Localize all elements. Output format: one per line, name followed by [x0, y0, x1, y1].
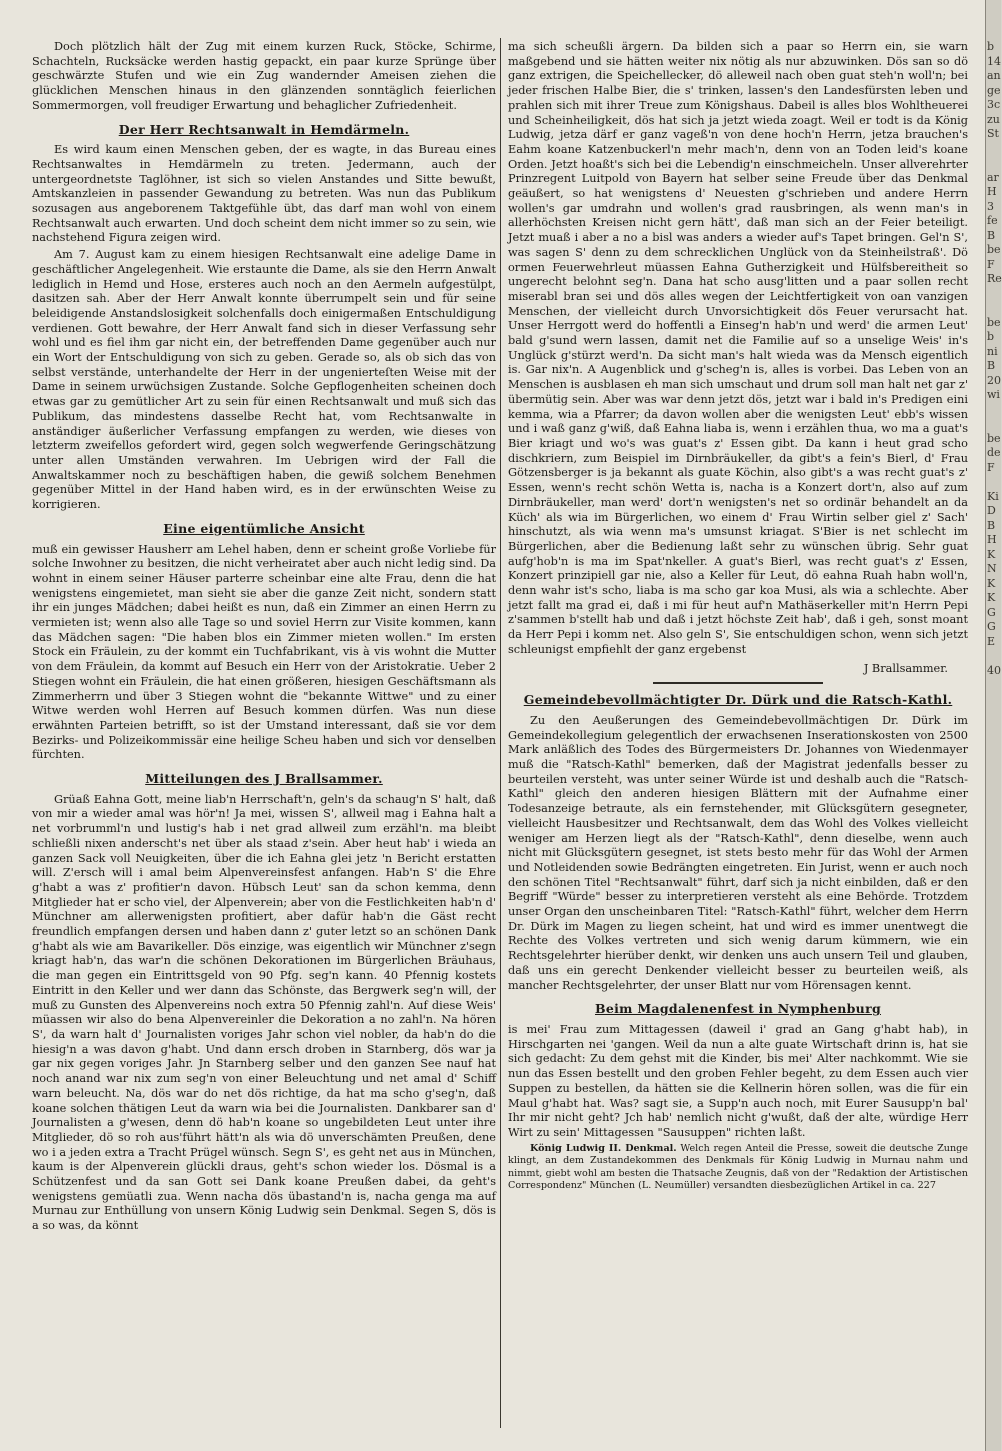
section-separator [653, 682, 823, 684]
notice-paragraph [508, 1143, 968, 1193]
notice-lead: König Ludwig II. Denkmal. [530, 1142, 677, 1154]
edge-fragment: H [987, 185, 997, 198]
article-title-ansicht: Eine eigentümliche Ansicht [163, 520, 365, 536]
edge-fragment: St [987, 127, 999, 140]
article-paragraph: Grüaß Eahna Gott, meine liab'n Herrschaft'n, geln's da schaug'n S' halt, daß von mir a wieder amal was hör'n! Ja mei, wissen S', allweil mag i Eahna halt a net vorbrumml'n und lustig's hab i net grad allweil zum erzähl'n. ma bleibt schließli nixen anderscht's net über als staad z'sein. Aber heut hab' i wieda an ganzen Sack voll Neuigkeiten, über die ich Eahna glei jetz 'n Bericht erstatten will. Z'ersch will i amal beim Alpenvereinsfest anfangen. Hab'n S' die Ehre g'habt a was z' profitier'n davon. Hübsch Leut' san da schon kemma, denn Mitglieder hat er scho viel, der Alpenverein; aber von die Festlichkeiten hab'n d' Münchner am allerwenigsten profitiert, aber dafür hab'n die Gäst recht freundlich empfangen dersen und haben dann z' guter letzt so an schönen Dank g'habt als wie am Bavarikeller. Dös einzige, was eigentlich wir Münchner z'segn kriagt hab'n, das war'n die schönen Dekorationen im Bürgerlichen Bräuhaus, die man gegen ein Eintrittsgeld von 90 Pfg. seg'n kann. 40 Pfennig kostets Eintritt in den Keller und wer dann das Schönste, das Bergwerk seg'n will, der muß zu Gunsten des Alpenvereins noch extra 50 Pfennig zahl'n. Auf diese Weis' müassen wir also do bena Alpenvereinler die Dekoration a no zahl'n. Na hören S', da warn halt d' Journalisten voriges Jahr schon viel nobler, da hab'n do die hiesig'n a was davon g'habt. Und dann ersch droben in Starnberg, dös war ja gar nix gegen voriges Jahr. Jn Starnberg selber und den ganzen See nauf hat noch anand war nix zum seg'n von einer Beleuchtung und net amal d' Schiff warn beleucht. Na, dös war do net dös richtige, da hat ma scho g'seg'n, daß koane solchen thätigen Leut da warn wia bei die Journalisten. Dankbarer san d' Journalisten a g'wesen, denn dö hab'n koane so ungebildeten Leut unter ihre Mitglieder, dö so roh aus'führt hätt'n als wia dö unverschämten Preußen, dene wo i a jeden extra a Tracht Prügel wünsch. Segn S', es geht net aus in München, kaum is der Alpenverein glückli draus, geht's schon wieder los. Dösmal is a Schützenfest und da san Gott sei Dank koane Preußen dabei, da geht's wenigstens gemüatli zua. Wenn nacha dös übastand'n is, nacha genga ma auf Murnau zur Enthüllung von unsern König Ludwig sein Denkmal. Segen S, dös is a so was, da könnt [32, 792, 496, 1233]
edge-fragment: N [987, 562, 997, 575]
edge-fragment: 20 [987, 373, 1001, 387]
notice-text: Welch regen Anteil die Presse, soweit die deutsche Zunge klingt, an dem Zustandekommen des Denkmals für König Ludwig in Murnau nahm und nimmt, giebt wohl am besten die Thatsache Zeugnis, daß von der "Redaktion der Artistischen Correspondenz" München (L. Neumüller) versandten diesbezüglichen Artikel in ca. 227 [508, 1142, 968, 1192]
left-column [32, 40, 496, 1430]
edge-fragment: ar [987, 170, 999, 184]
edge-fragment [987, 649, 1000, 664]
edge-fragment: B [987, 228, 996, 242]
edge-fragment: ge [987, 83, 1001, 97]
edge-fragment: H [987, 533, 997, 546]
edge-fragment [987, 417, 1000, 432]
edge-fragment: b [987, 40, 995, 53]
edge-fragment: wi [987, 388, 1000, 401]
edge-fragment: K [987, 576, 996, 590]
edge-fragment: zu [987, 112, 1000, 126]
edge-fragment: be [987, 243, 1001, 256]
article-paragraph: muß ein gewisser Hausherr am Lehel haben, denn er scheint große Vorliebe für solche Inwohner zu besitzen, die nicht verheiratet aber auch nicht ledig sind. Da wohnt in einem seiner Häuser parterre scheinbar eine alte Frau, denn die hat wenigstens eingemietet, man sieht sie aber die ganze Zeit nicht, sondern statt ihr ein junges Mädchen; dabei heißt es nun, daß ein Zimmer an einen Herrn zu vermieten ist; wenn also alle Tage so und soviel Herrn zur Visite kommen, kann das Mädchen sagen: "Die haben blos ein Zimmer mieten wollen." Im ersten Stock ein Fräulein, zu der kommt ein Tuchfabrikant, vis à vis wohnt die Mutter von dem Fräulein, da kommt auf Besuch ein Herr von der Aristokratie. Ueber 2 Stiegen wohnt ein Fräulein, die hat einen größeren, hiesigen Geschäftsmann als Zimmerherrn und über 3 Stiegen wohnt die "bekannte Wittwe" und zu einer Witwe werden wohl Herren auf Besuch kommen dürfen. Was nun diese erwähnten Parteien betrifft, so ist der Umstand interessant, daß sie vor dem Bezirks- und Polizeikommissär eine heilige Scheu haben und sich vor denselben fürchten. [32, 542, 496, 762]
edge-fragment: de [987, 446, 1001, 459]
edge-fragment: be [987, 431, 1001, 445]
edge-fragment: be [987, 315, 1001, 329]
article-title-ratsch-kathl: Gemeindebevollmächtigter Dr. Dürk und die Ratsch-Kathl. [523, 692, 953, 708]
edge-fragment: K [987, 547, 996, 561]
edge-fragment: B [987, 359, 996, 372]
edge-fragment: D [987, 504, 996, 517]
edge-fragment: G [987, 605, 996, 619]
edge-fragment: E [987, 634, 996, 648]
edge-fragment [987, 475, 1000, 490]
adjacent-page-fragments [987, 40, 1000, 1420]
edge-fragment: fe [987, 214, 998, 227]
edge-fragment: Ki [987, 489, 999, 503]
intro-paragraph: Doch plötzlich hält der Zug mit einem kurzen Ruck, Stöcke, Schirme, Schachteln, Rucksäcke werden hastig gepackt, ein paar kurze Sprünge über geschwärzte Stufen und wie ein Zug wandernder Ameisen ziehen die glücklichen Menschen hinaus in den glänzenden sonntäglich feierlichen Sommermorgen, voll freudiger Erwartung und behaglicher Zufriedenheit. [32, 40, 496, 112]
edge-fragment [987, 301, 1000, 316]
article-paragraph: is mei' Frau zum Mittagessen (daweil i' grad an Gang g'habt hab), in Hirschgarten nei 'gangen. Weil da nun a alte guate Wirtschaft drinn is, hat sie sich gedacht: Zu dem gehst mit die Kinder, bis mei' Alter nachkommt. Wie sie nun das Essen bestellt und den groben Fehler begeht, zu dem Essen auch vier Suppen zu bestellen, da hätten sie die Kellnerin hören sollen, was die für ein Maul g'habt hat. Was? sagt sie, a Supp'n auch noch, mit Eurer Sausupp'n bal' Ihr mir nicht geht? Jch hab' nemlich nicht g'wußt, daß der alte, würdige Herr Wirt zu sein' Mittagessen "Sausuppen" richten laßt. [508, 1023, 968, 1139]
continuation-paragraph: ma sich scheußli ärgern. Da bilden sich a paar so Herrn ein, sie warn maßgebend und sie hätten weiter nix nötig als nur abzuwinken. Dös san so dö ganz extrigen, die Speichellecker, dö alleweil nach oben guat steh'n woll'n; bei jeder frischen Halbe Bier, die s' trinken, lassen's den Landesfürsten leben und prahlen sich mit ihrer Treue zum Königshaus. Dabeil is alles blos Wohltheuerei und Scheinheiligkeit, dös hat sich ja jetzt wieda zoagt. Weil er todt is da König Ludwig, jetza därf er ganz vageß'n von dene hoch'n Herrn, jetza brauchen's Eahm koane Katzenbuckerl'n mehr mach'n, denn von an Toden leid's koane Orden. Jetzt hoaßt's sich bei die Lebendig'n einschmeicheln. Unser allverehrter Prinzregent Luitpold von Bayern hat selber seine Freude über das Denkmal geäußert, so hat wenigstens d' Neuesten g'schrieben und andere Herrn wollen's gar umdrahn und wollen's grad rausbringen, als wenn man's in allerhöchsten Kreisen nicht gern hätt', daß man sich an der Feier beteiligt. Jetzt muaß i aber a no a bisl was anders a wieder auf's Tapet bringen. Gel'n S', was sagen S' denn zu dem schrecklichen Unglück von da Steinheilstraß'. Dö ormen Feuerwehrleut müassen Eahna Gutherzigkeit und Hülfsbereitheit so ungerecht belohnt seg'n. Dana hat scho ausg'litten und a paar sollen recht miserabl bran sei und dös alles wegen der Leichtfertigkeit von oan vanzigen Menschen, der vielleicht durch Unvorsichtigkeit dös Feuer verursacht hat. Unser Herrgott werd do hoffentli a Einseg'n hab'n und werd' die armen Leut' bald g'sund wern lassen, damit net die Familie auf so a unselige Weis' in's Unglück g'stürzt werd'n. Da sicht man's halt wieda was da Mensch eigentlich is. Gar nix'n. A Augenblick und g'scheg'n is, alles is vorbei. Das Leben von an Menschen is ausblasen eh man sich umschaut und drum soll man halt net gar z' übermütig sein. Aber was war denn jetzt dös, jetzt war i bald in's Predigen eini kemma, wia a Pfarrer; da davon wollen aber die wenigsten Leut' ebb's wissen und i waß ganz g'wiß, daß Eahna liaba is, wenn i erzählen thua, wo ma a guat's Bier kriagt und wo's was guat's z' Essen gibt. Da kann i heut grad scho dischkriern, zum Beispiel im Dirnbräukeller, da gibt's a fein's Bierl, d' Frau Götzensberger is ja bekannt als guate Köchin, also gibt's a was recht guat's z' Essen, wenn's recht schön Wetta is, nacha is a Konzert dort'n, also auf zum Dirnbräukeller, man werd' dort'n wenigsten's net so ordinär behandelt an da Küch' als wia im Bürgerlichen, wo einem d' Frau Wirtin selber giel z' Sach' hinschutzt, als wia wenn ma's umsunst kriagat. S'Bier is net schlecht im Bürgerlichen, aber die Bedienung laßt sehr zu wünschen übrig. Sehr guat aufg'hob'n is ma im Spat'nkeller. A guat's Bierl, was recht guat's z' Essen, Konzert prinzipiell gar nie, also a Keller für Leut, dö eahna Ruah habn woll'n, denn wahr ist's scho, liaba is ma scho gar koa Musi, als wia a schlechte. Aber jetzt fallt ma grad ei, daß i mi für heut auf'n Mathäserkeller mit'n Herrn Pepi z'sammen b'stellt hab und daß i jetzt höchste Zeit hab', daß i geh, sonst moant da Herr Pepi i komm net. Also geln S', Sie entschuldigen schon, wenn sich jetzt schleunigst empfiehlt der ganz ergebenst [508, 40, 968, 656]
article-paragraph: Am 7. August kam zu einem hiesigen Rechtsanwalt eine adelige Dame in geschäftlicher Angelegenheit. Wie erstaunte die Dame, als sie den Herrn Anwalt lediglich in Hemd und Hose, ersteres auch noch an den Aermeln aufgestülpt, dasitzen sah. Aber der Herr Anwalt konnte überrumpelt sein und für seine beleidigende Anstandslosigkeit solchenfalls doch einigermaßen Entschuldigung verdienen. Gott bewahre, der Herr Anwalt fand sich in dieser Verfassung sehr wohl und es fiel ihm gar nicht ein, der betreffenden Dame gegenüber auch nur ein Wort der Entschuldigung von sich zu geben. Gerade so, als ob sich das von selbst verstände, unterhandelte der Herr in der ungenierteſten Weise mit der Dame in seinem urwüchsigen Zustande. Solche Gepflogenheiten scheinen doch etwas gar zu gemütlicher Art zu sein für einen Rechtsanwalt und muß sich das Publikum, das mindestens dasselbe Recht hat, vom Rechtsanwalte in anständiger äußerlicher Verfassung empfangen zu werden, wie dieses von letzterm zweifellos gefordert wird, gegen solch wegwerfende Geringschätzung unter allen Umständen verwahren. Im Uebrigen wird der Fall die Anwaltskammer noch zu beschäftigen haben, die gewiß solchem Benehmen gegenüber Mittel in der Hand haben wird, es in der erwünschten Weise zu korrigieren. [32, 248, 496, 512]
edge-fragment: b [987, 330, 995, 343]
edge-fragment: 3c [987, 98, 1001, 111]
edge-fragment: 14 [987, 54, 1001, 68]
author-signature: J Brallsammer. [863, 661, 948, 675]
article-title-mitteilungen: Mitteilungen des J Brallsammer. [145, 771, 383, 787]
edge-fragment: 3 [987, 199, 994, 213]
edge-fragment: F [987, 257, 995, 271]
edge-fragment: K [987, 591, 996, 604]
edge-fragment: an [987, 69, 1001, 82]
edge-fragment: F [987, 460, 995, 474]
edge-fragment: Re [987, 272, 1002, 285]
edge-fragment [987, 287, 1000, 302]
column-divider [500, 38, 501, 1428]
edge-fragment [987, 403, 1000, 418]
right-column [508, 40, 968, 1420]
edge-fragment [987, 156, 1000, 171]
article-paragraph: Zu den Aeußerungen des Gemeindebevollmächtigen Dr. Dürk im Gemeindekollegium gelegentlich der erwachsenen Inserationskosten von 2500 Mark anläßlich des Todes des Bürgermeisters Dr. Johannes von Wiedenmayer muß die "Ratsch-Kathl" bemerken, daß der Magistrat jedenfalls besser zu beurteilen versteht, was unter seiner Würde ist und deshalb auch die "Ratsch-Kathl" gleich den anderen hiesigen Blättern mit der Aufnahme einer Todesanzeige betraute, als ein fernstehender, mit Glücksgütern gesegneter, vielleicht Hausbesitzer und Rechtsanwalt, dem das Wohl des Volkes vielleicht weniger am Herzen liegt als der "Ratsch-Kathl", denn dieselbe, wenn auch nicht mit Glücksgütern gesegnet, ist stets besto mehr für das Wohl der Armen und Notleidenden sowie Bedrängten eingetreten. Ein Jurist, wenn er auch noch den schönen Titel "Rechtsanwalt" führt, darf sich ja nicht einbilden, daß er den Begriff "Würde" besser zu interpretieren versteht als eine Behörde. Trotzdem unser Organ den unscheinbaren Titel: "Ratsch-Kathl" führt, welcher dem Herrn Dr. Dürk im Magen zu liegen scheint, hat und wird es immer unentwegt die Rechte des Volkes vertreten und sich wenig darum kümmern, wie ein Rechtsgelehrter hierüber denkt, wir denken uns auch unsern Teil und glauben, daß uns ein gerecht Denkender vielleicht besser zu beurteilen weiß, als mancher Rechtsgelehrter, der unser Blatt nur vom Hörensagen kennt. [508, 713, 968, 992]
article-paragraph: Es wird kaum einen Menschen geben, der es wagte, in das Bureau eines Rechtsanwaltes in Hemdärmeln zu treten. Jedermann, auch der untergeordnetste Taglöhner, ist sich so vielen Anstandes und Sitte bewußt, Amtskanzleien in passender Gewandung zu betreten. Was nun das Publikum sozusagen aus angeborenem Taktgefühle übt, das darf man wohl von einem Rechtsanwalt auch erwarten. Und doch scheint dem nicht immer so zu sein, wie nachstehend Figura zeigen wird. [32, 143, 496, 245]
article-title-rechtsanwalt: Der Herr Rechtsanwalt in Hemdärmeln. [118, 121, 410, 137]
edge-fragment: B [987, 518, 996, 532]
edge-fragment: ni [987, 344, 998, 358]
edge-fragment [987, 142, 1000, 157]
article-title-magdalenenfest: Beim Magdalenenfest in Nymphenburg [594, 1001, 881, 1017]
edge-fragment: G [987, 620, 996, 633]
edge-fragment: 40 [987, 663, 1001, 677]
